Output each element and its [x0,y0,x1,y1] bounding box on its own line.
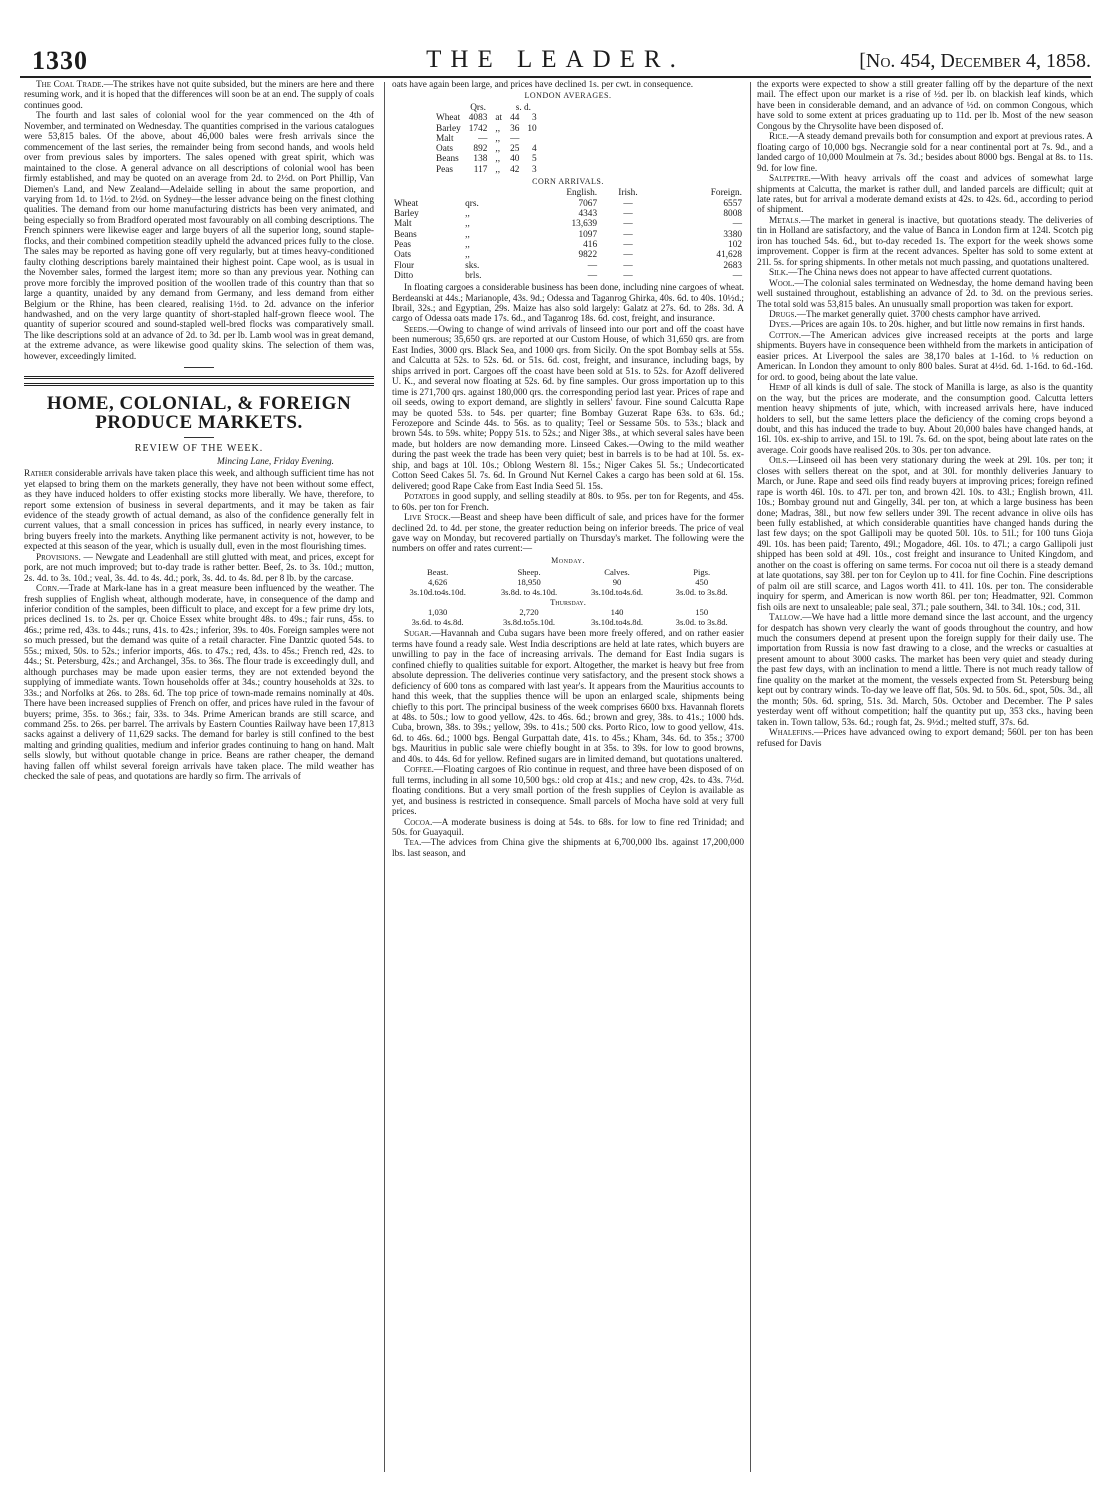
table-header-cell: Pigs. [693,567,711,578]
drugs-paragraph [757,310,1093,320]
hemp-lead: Hemp [769,383,791,394]
table-row [392,240,744,250]
table-header-cell [432,103,465,113]
column-1 [24,80,374,1476]
rather-lead: Rather [24,469,53,480]
live-stock-lead: Live Stock. [404,513,451,524]
table-cell: — [623,219,633,230]
table-cell: Malt [394,219,412,230]
table-cell: ,, [495,144,501,155]
table-cell: Malt [436,133,454,144]
short-rule [184,367,214,368]
masthead [20,44,1091,78]
coal-trade-lead: The Coal Trade. [36,80,104,90]
table-cell: Wheat [394,198,419,209]
table-cell: 4343 [578,209,598,220]
newspaper-title: THE LEADER. [426,46,685,73]
table-cell: — [623,229,633,240]
table-row [392,209,744,219]
hemp-paragraph [757,383,1093,456]
tea-lead: Tea. [404,838,422,849]
dyes-paragraph [757,320,1093,330]
saltpetre-paragraph [757,174,1093,216]
potatoes-text: in good supply, and selling steadily at 80s. to 95s. per ton for Regents, and 45s. to 60s. per ton for French. [392,492,744,513]
table-cell: ,, [465,209,470,220]
table-header-cell: Sheep. [517,567,541,578]
rice-paragraph [757,132,1093,174]
table-cell: ,, [495,154,501,165]
oils-lead: Oils. [769,456,789,467]
table-cell: ,, [495,164,501,175]
table-header-cell: Foreign. [710,188,742,199]
cotton-text: —The American advices give increased receipts at the ports and large shipments. Buyers have in consequence been withheld from the markets in anticipation of easier prices. At Liverpool the sales are 38,170 bales at 1-16d. to ⅛ reduction on American. In London they amount to only 800 bales. Surat at 4½d. 6d. 1-16d. to 6d.-16d. for ord. to good, being about the late value. [757,330,1093,383]
rice-text: —A steady demand prevails both for consumption and export at previous rates. A floating cargo of 10,000 bgs. Necrangie sold for a near continental port at 7s. 9d., and a landed cargo of 10,000 Moulmein at 7s. 3d.; besides about 8000 bgs. Bengal at 8s. to 11s. 9d. for low fine. [757,132,1093,174]
wool-text: —The colonial sales terminated on Wednesday, the home demand having been well sustained throughout, establishing an advance of 2d. to 3d. on the previous series. The total sold was 53,815 bales. An unusually small proportion was taken for export. [757,278,1093,310]
seeds-paragraph [392,325,744,492]
table-row [392,577,744,587]
table-cell: Peas [436,164,454,175]
table-cell: 4 [532,144,537,155]
table-cell: Wheat [436,113,461,124]
london-averages-caption: LONDON AVERAGES. [524,91,612,101]
table-cell: Beans [394,229,417,240]
provisions-text: — Newgate and Leadenhall are still glutted with meat, and prices, except for pork, are not much improved; but to-day trade is rather better. Beef, 2s. to 3s. 10d.; mutton, 2s. 4d. to 3s. 10d.; veal, 3s. 4d. to 4s. 4d.; pork, 3s. 4d. to 4s. 8d. per 8 lb. by the carcase. [24,552,374,584]
coal-trade-text: —The strikes have not quite subsided, but the miners are here and there resuming work, and it is hoped that the differences will soon be at an end. The supply of coals continues good. [24,80,374,111]
table-row [392,261,744,271]
table-cell: Ditto [394,270,414,281]
table-cell: 40 [510,154,520,165]
whalefins-lead: Whalefins. [769,728,814,739]
thursday-caption: Thursday. [550,597,586,608]
table-cell: 1097 [578,229,598,240]
table-cell: 10 [527,123,537,134]
potatoes-paragraph [392,492,744,513]
table-header-cell [392,188,463,198]
table-cell: 102 [728,239,742,250]
seeds-lead: Seeds. [404,324,429,335]
tallow-text: —We have had a little more demand since the last account, and the urgency for despatch has shown very clearly the want of goods throughout the country, and how much the consumers depend at present upon the foreign supply for their daily use. The importation from Russia is now fast drawing to a close, and the wrecks or casualties at present amount to about 3000 casks. The market has been very quiet and steady during the past few days, with an inclination to mend a little. There is not much ready tallow of fine quality on the market at the moment, the vessels expected from St. Petersburg being kept out by contrary winds. To-day we leave off flat, 50s. 9d. to 50s. 6d., spot, 50s. 3d., all the month; 50s. 6d. spring, 51s. 3d. March, 50s. October and December. The P sales yesterday went off without competition; half the quantity put up, 353 cks., having been taken in. Town tallow, 53s. 6d.; rough fat, 2s. 9½d.; melted stuff, 37s. 6d. [757,613,1093,728]
review-title: REVIEW OF THE WEEK. [134,443,264,455]
table-cell: 3s.6d. to 4s.8d. [411,617,464,628]
london-averages-table [432,103,541,175]
section-rule [24,376,374,386]
tea-text: —The advices from China give the shipments at 6,700,000 lbs. against 17,200,000 lbs. last season, and [392,838,744,859]
cotton-paragraph [757,331,1093,383]
table-cell: 2683 [723,260,742,271]
table-cell: qrs. [465,198,479,209]
table-row [392,607,744,617]
column-divider [384,82,385,1472]
table-header-cell [491,103,506,113]
cocoa-text: —A moderate business is doing at 54s. to 68s. for low to fine red Trinidad; and 50s. for Guayaquil. [392,817,744,838]
column-3 [757,80,1093,1476]
sugar-paragraph [392,629,744,765]
oils-text: —Linseed oil has been very stationary during the week at 29l. 10s. per ton; it closes with sellers thereat on the spot, and at 30l. for monthly deliveries January to March, or June. Rape and seed oils find ready buyers at improving prices; foreign refined rape is worth 46l. 10s. to 47l. per ton, and brown 42l. 10s. to 43l.; English brown, 41l. 10s.; Bombay ground nut and Gingelly, 34l. per ton, at which a large business has been done; Madras, 38l., but now few sellers under 39l. The recent advance in olive oils has been fully established, at which considerable quantities have changed hands during the last few days; on the spot Gallipoli may be quoted 50l. 10s. to 51l.; for 100 tuns Gioja 49l. 10s. has been paid; Tarento, 49l.; Mogadore, 46l. 10s. to 47l.; a cargo Gallipoli just shipped has been sold at 49l. 10s., cost freight and insurance to United Kingdom, and another on the coast is offering on same terms. For cocoa nut oil there is a steady demand at late quotations, say 38l. per ton for Ceylon up to 41l. for fine Cochin. Fine descriptions of palm oil are still scarce, and Lagos worth 41l. to 41l. 10s. per ton. The considerable inquiry for sperm, and American is now worth 86l. per ton; Headmatter, 92l. Common fish oils are next to unsaleable; pale seal, 37l.; pale southern, 34l. to 34l. 10s.; cod, 31l. [757,456,1093,613]
table-header-row [392,567,744,577]
table-cell: 892 [473,144,488,155]
table-cell: — [587,270,598,281]
coffee-text: —Floating cargoes of Rio continue in request, and three have been disposed of on full terms, including in all some 10,500 bgs.: old crop at 41s.; and new crop, 42s. to 43s. 7½d. floating conditions. But a very small portion of the fresh supplies of Ceylon is available as yet, and business is restricted in consequence. Small parcels of Mocha have sold at very full prices. [392,765,744,818]
monday-caption: Monday. [551,555,585,565]
table-cell: 3380 [723,229,742,240]
table-cell: 90 [612,577,622,588]
wool-paragraph [757,279,1093,310]
table-cell: 140 [610,607,624,618]
column-divider [750,82,751,1472]
oats-paragraph: oats have again been large, and prices have declined 1s. per cwt. in consequence. [392,80,694,90]
table-cell: 3s.8d.to5s.10d. [503,617,556,628]
drugs-text: —The market generally quiet. 3700 chests camphor have arrived. [796,309,1041,320]
table-header-cell: Calves. [604,567,630,578]
table-cell: ,, [465,219,470,230]
table-cell: Flour [394,260,415,271]
table-cell: 5 [532,154,537,165]
table-cell: 3s.10d.to4s.6d. [591,587,644,598]
table-cell: — [510,133,520,144]
silk-lead: Silk. [769,268,789,279]
sugar-text: —Havannah and Cuba sugars have been more freely offered, and on rather easier terms have found a ready sale. West India descriptions are held at late rates, which buyers are unwilling to pay in the face of increasing arrivals. The demand for East India sugars is confined chiefly to qualities suitable for export. Altogether, the market is heavy but free from absolute depression. The deliveries continue very satisfactory, and the present stock shows a deficiency of 600 tons as compared with last year's. It appears from the Mauritius accounts to hand this week, that the supplies thence will be upon an enlarged scale, shipments being chiefly to this port. The principal business of the week comprises 6600 bxs. Havannah florets at 48s. to 50s.; low to good yellow, 42s. to 46s. 6d.; brown and grey, 38s. to 41s.; 1000 hds. Cuba, brown, 38s. to 39s.; yellow, 39s. to 41s.; 500 cks. Porto Rico, low to good yellow, 41s. 6d. to 46s. 6d.; 1000 bgs. Bengal Gurpattah date, 41s. to 45s.; Kham, 34s. 6d. to 35s.; 3700 bgs. Mauritius in public sale were chiefly bought in at 35s. to 39s. for low to good browns, and 40s. to 44s. 6d for yellow. Refined sugars are in limited demand, but quotations unaltered. [392,629,744,765]
corn-arrivals-table [392,188,744,281]
table-cell: 3 [532,113,537,124]
table-cell: — [587,260,598,271]
table-cell: 9822 [578,250,598,261]
table-cell: — [623,198,633,209]
table-row [432,124,541,134]
table-cell: brls. [465,270,482,281]
metals-text: —The market in general is inactive, but quotations steady. The deliveries of tin in Holland are satisfactory, and the value of Banca in London firm at 124l. Scotch pig iron has touched 54s. 6d., but to-day receded 1s. The export for the week shows some improvement. Copper is firm at the recent advances. Spelter has sold to some extent at 21l. 5s. for spring shipments. In other metals not much passing, and quotations unaltered. [757,215,1093,268]
table-cell: — [623,260,633,271]
table-cell: 18,950 [517,577,541,588]
table-row [432,134,541,144]
table-cell: — [623,250,633,261]
table-cell: 138 [473,154,488,165]
table-cell: 44 [510,113,520,124]
table-cell: Barley [394,209,419,220]
table-cell: Oats [436,144,454,155]
table-row [392,250,744,260]
sugar-lead: Sugar. [404,629,432,640]
page-number: 1330 [32,46,88,75]
table-cell: Barley [436,123,461,134]
floating-cargoes-paragraph: In floating cargoes a considerable business has been done, including nine cargoes of wheat. Berdeanski at 44s.; Marianople, 43s. 9d.; Odessa and Taganrog Ghirka, 40s. 6d. to 40s. 10½d.; Ibrail, 32s.; and Egyptian, 29s. Maize has also sold largely: Galatz at 27s. 6d. to 28s. 3d. A cargo of Odessa oats made 17s. 6d., and Taganrog 18s. 6d. cost, freight, and insurance. [392,283,744,325]
table-cell: 7067 [578,198,598,209]
table-cell: 13,639 [571,219,598,230]
table-cell: 25 [510,144,520,155]
table-cell: 3s.0d. to 3s.8d. [675,587,728,598]
wool-sales-paragraph: The fourth and last sales of colonial wool for the year commenced on the 4th of November, and terminated on Wednesday. The quantities comprised in the various catalogues were 53,815 bales. Of the above, about 46,000 bales were fresh arrivals since the commencement of the last series, the remainder being from second hands, and wools held over from previous sales by importers. The sales opened with great spirit, which was maintained to the close. A general advance on all descriptions of colonial wool has been firmly established, and may be quoted on an average from 2d. to 2½d. on Port Phillip, Van Diemen's Land, and New Zealand—Adelaide selling in about the same proportion, and varying from 1d. to 1½d. to 2½d. on Sydney—the lesser advance being on the finest clothing qualities. The demand from our home manufacturing districts has been very animated, and being especially so from Bradford operated most favourably on all combing descriptions. The French spinners were likewise eager and large buyers of all the superior long, sound staple-flocks, and their combined competition steadily upheld the advanced prices fully to the close. The sales may be reported as having gone off very regularly, but at times heavy-conditioned faulty clothing descriptions barely maintained their highest point. Cape wool, as is usual in the November sales, formed the largest item; more so than any previous year. Nothing can prove more forcibly the improved position of the woollen trade of this country than that so large a quantity, unaided by any demand from Germany, and less demand from either Belgium or the Rhine, has been cleared, realising 1½d. to 2d. advance on the inferior handwashed, and on the very large quantity of short-stapled half-grown fleece wool. The quantity of superior scoured and sound-stapled well-bred flocks was comparatively small. The like descriptions sold at an advance of 2d. to 3d. per lb. Lamb wool was in great demand, at the extreme advance, as were likewise good quality skins. The selection of them was, however, exceedingly limited. [24,111,374,362]
live-stock-table [392,567,744,627]
metals-lead: Metals. [769,215,801,226]
table-cell: 117 [473,164,488,175]
table-cell: 4083 [468,113,488,124]
table-header-row [392,188,744,198]
whalefins-text: —Prices have advanced owing to export demand; 560l. per ton has been refused for Davis [757,728,1093,749]
section-title [24,394,374,432]
column-2 [392,80,744,1476]
coal-trade-paragraph [24,80,374,111]
silk-paragraph [757,268,1093,278]
table-cell: — [623,209,633,220]
oils-paragraph [757,456,1093,613]
corn-text: —Trade at Mark-lane has in a great measure been influenced by the weather. The fresh supplies of English wheat, although moderate, have, in consequence of the damp and inferior condition of the samples, been difficult to place, and except for a few prime dry lots, prices declined 1s. to 2s. per qr. Choice Essex white brought 48s. to 49s.; fair runs, 45s. to 46s.; prime red, 43s. to 44s.; runs, 41s. to 42s.; inferior, 39s. to 40s. Foreign samples were not so much pressed, but the demand was quite of a retail character. Fine Dantzic quoted 54s. to 55s.; mixed, 50s. to 52s.; inferior imports, 46s. to 47s.; red, 43s. to 45s.; French red, 42s. to 44s.; St. Petersburg, 42s.; and Archangel, 35s. to 36s. The flour trade is exceedingly dull, and although purchases may be made upon easier terms, they are not extended beyond the supplying of immediate wants. Town households offer at 34s.; country households at 32s. to 33s.; and Norfolks at 26s. to 28s. 6d. The top price of town-made remains nominally at 40s. There have been increased supplies of French on offer, and prices have ruled in the favour of buyers; prime, 35s. to 36s.; fair, 33s. to 34s. Prime American brands are still scarce, and command 25s. to 26s. per barrel. The arrivals by Eastern Counties Railway have been 17,813 sacks against a delivery of 11,629 sacks. The demand for barley is still confined to the best malting and grinding qualities, medium and inferior grades continuing to hang on hand. Malt sells slowly, but without quotable change in price. Beans are rather cheaper, the demand having fallen off whilst several foreign arrivals have taken place. The mild weather has checked the sale of peas, and quotations are hardly so firm. The arrivals of [24,584,374,783]
table-cell: 3s.10d.to4s.10d. [409,587,466,598]
table-row [392,271,744,281]
table-header-cell: Qrs. [470,102,486,113]
section-title-line-2: PRODUCE MARKETS. [95,412,303,434]
table-cell: Peas [394,239,412,250]
table-cell: 416 [583,239,598,250]
review-dateline: Mincing Lane, Friday Evening. [217,456,334,467]
hemp-text: of all kinds is dull of sale. The stock of Manilla is large, as also is the quantity on the way, but the prices are moderate, and the consumption good. Calcutta letters mention heavy shipments of jute, which, with increased arrivals here, have induced holders to sell, but the same letters place the deficiency of the coming crops beyond a doubt, and this has induced the trade to buy. About 20,000 bales have changed hands, at 16l. 10s. ex-ship to arrive, and 15l. to 19l. 7s. 6d. on the spot, being about late rates on the average. Coir goods have realised 20s. to 30s. per ton advance. [757,383,1093,456]
table-cell: 36 [510,123,520,134]
tea-continued-paragraph: the exports were expected to show a still greater falling off by the departure of the next mail. The effect upon our market is a rise of ½d. per lb. on blackish leaf kinds, which have been in considerable demand, and an advance of ½d. on common Congous, which have sold to some extent at prices graduating up to 11d. per lb. Most of the new season Congous by the Chrysolite have been disposed of. [757,80,1093,132]
table-row [432,113,541,123]
table-cell: 450 [695,577,709,588]
masthead-rule [20,76,1091,78]
table-cell: 1742 [468,123,488,134]
table-cell: 3s.8d. to 4s.10d. [500,587,558,598]
table-header-cell: s. d. [515,102,532,113]
table-cell: — [732,219,742,230]
table-cell: 150 [695,607,709,618]
table-row [392,230,744,240]
drugs-lead: Drugs. [769,309,797,320]
table-cell: 4,626 [428,577,448,588]
table-cell: 6557 [723,198,742,209]
table-cell: — [623,270,633,281]
table-cell: — [623,239,633,250]
live-stock-paragraph [392,513,744,555]
metals-paragraph [757,216,1093,268]
table-cell: 2,720 [519,607,539,618]
section-title-line-1: HOME, COLONIAL, & FOREIGN [46,393,352,415]
table-cell [523,134,540,144]
provisions-paragraph [24,553,374,584]
table-row [432,144,541,154]
table-cell: ,, [495,123,501,134]
table-cell: Beans [436,154,459,165]
table-cell: 41,628 [716,250,742,261]
whalefins-paragraph [757,728,1093,749]
table-cell: — [478,133,488,144]
table-row [392,597,744,607]
short-rule [184,437,214,438]
cotton-lead: Cotton. [769,330,802,341]
table-cell: 3 [532,164,537,175]
corn-arrivals-caption: CORN ARRIVALS. [532,176,604,186]
table-cell: — [732,270,742,281]
provisions-lead: Provisions. [36,552,81,563]
table-cell: 1,030 [428,607,448,618]
issue-dateline: [No. 454, December 4, 1858. [859,50,1091,72]
coffee-paragraph [392,765,744,817]
table-cell: ,, [465,239,470,250]
potatoes-lead: Potatoes [404,492,440,503]
table-row [392,219,744,229]
table-header-cell: English. [566,188,598,199]
table-row [432,154,541,164]
table-header-cell [463,188,513,198]
table-cell: 42 [510,164,520,175]
table-header-cell: Beast. [427,567,449,578]
table-cell: Oats [394,250,412,261]
corn-paragraph [24,584,374,783]
review-intro-paragraph [24,469,374,553]
silk-text: —The China news does not appear to have affected current quotations. [788,268,1053,279]
rather-text: considerable arrivals have taken place this week, and although sufficient time has not yet elapsed to bring them on the markets generally, they have not been without some effect, as they have induced holders to offer existing stocks more liberally. We have, therefore, to report some extension of business in several departments, and it may be taken as fair evidence of the steady growth of actual demand, as also of the confidence generally felt in current values, that a small concession in prices has sufficed, in nearly every instance, to bring buyers freely into the markets. Anything like permanent activity is not, however, to be expected at this season of the year, which is usually dull, even in the most flourishing times. [24,469,374,553]
saltpetre-lead: Saltpetre. [769,174,811,185]
table-cell: sks. [465,260,480,271]
table-header-cell: Irish. [618,188,638,199]
table-row [392,199,744,209]
table-cell: at [495,113,503,124]
live-stock-text: —Beast and sheep have been difficult of sale, and prices have for the former declined 2d. to 4d. per stone, the greater reduction being on inferior breeds. The price of veal gave way on Monday, but recovered partially on Thursday's market. The following were the numbers on offer and rates current:— [392,513,744,555]
table-cell: 8008 [723,209,742,220]
tallow-paragraph [757,613,1093,728]
cocoa-paragraph [392,818,744,839]
seeds-text: —Owing to change of wind arrivals of linseed into our port and off the coast have been numerous; 35,650 qrs. are reported at our Custom House, of which 31,650 qrs. are from East Indies, 3000 qrs. Black Sea, and 1000 qrs. from Sicily. On the spot Bombay sells at 55s. and Calcutta at 52s. to 52s. 6d. or 51s. 6d. cost, freight, and insurance, including bags, by ships arrived in port. Cargoes off the coast have been sold at 51s. to 52s. for Azoff delivered U. K., and several now floating at 52s. 6d. by fine samples. Our gross importation up to this time is 271,700 qrs. against 180,000 qrs. the corresponding period last year. Prices of rape and oil seeds, owing to export demand, are slightly in sellers' favour. Fine sound Calcutta Rape may be quoted 53s. to 54s. per quarter; fine Bombay Guzerat Rape 63s. to 63s. 6d.; Ferozepore and Scinde 44s. to 56s. as to quality; Teel or Sessame 50s. to 53s.; black and brown 54s. to 59s. white; Poppy 51s. to 52s.; and Niger 38s., at which several sales have been made, but holders are now demanding more. Linseed Cakes.—Owing to the mild weather during the past week the trade has been very quiet; best in barrels is to be had at 10l. 5s. ex-ship, and bags at 10l. 10s.; Oblong Western 8l. 15s.; Niger Cakes 5l. 5s.; Undecorticated Cotton Seed Cakes 5l. 7s. 6d. In Ground Nut Kernel Cakes a cargo has been sold at 6l. 15s. delivered; good Rape Cake from East India Seed 5l. 15s. [392,324,744,492]
tea-paragraph [392,838,744,859]
table-row [432,165,541,175]
dyes-text: —Prices are again 10s. to 20s. higher, and but little now remains in first hands. [791,320,1085,331]
saltpetre-text: —With heavy arrivals off the coast and advices of somewhat large shipments at Calcutta, the market is rather dull, and landed parcels are difficult; quit at late rates, but for arrival a moderate demand exists at 42s. to 42s. 6d., according to period of shipment. [757,174,1093,216]
coffee-lead: Coffee. [404,765,434,776]
table-row [392,617,744,627]
corn-lead: Corn. [36,584,60,595]
table-cell: ,, [465,250,470,261]
rice-lead: Rice. [769,132,789,143]
table-cell: 3s.10d.to4s.8d. [591,617,644,628]
table-cell: 3s.0d. to 3s.8d. [675,617,728,628]
tallow-lead: Tallow. [769,613,803,624]
cocoa-lead: Cocoa. [404,817,433,828]
table-header-row [432,103,541,113]
table-row [392,587,744,597]
wool-lead: Wool. [769,278,795,289]
table-cell: ,, [465,229,470,240]
table-cell: ,, [495,133,501,144]
dyes-lead: Dyes. [769,320,792,331]
